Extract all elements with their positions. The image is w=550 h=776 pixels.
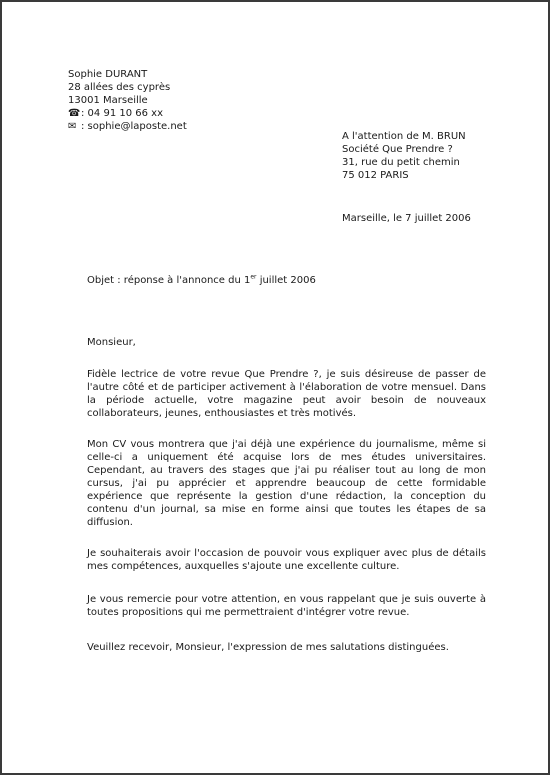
paragraph-skills: Je souhaiterais avoir l'occasion de pouvoir vous expliquer avec plus de détails mes compétences, auxquelles s'ajoute une excellente culture. bbox=[87, 548, 486, 572]
sender-phone: : 04 91 10 66 xx bbox=[81, 108, 163, 119]
sender-name: Sophie DURANT bbox=[68, 69, 148, 80]
recipient-city: 75 012 PARIS bbox=[342, 170, 409, 181]
paragraph-closing: Veuillez recevoir, Monsieur, l'expression de mes salutations distinguées. bbox=[87, 642, 449, 653]
sender-street: 28 allées des cyprès bbox=[68, 82, 171, 93]
subject-superscript: er bbox=[250, 273, 257, 281]
letter-date: Marseille, le 7 juillet 2006 bbox=[342, 213, 471, 224]
greeting: Monsieur, bbox=[87, 337, 136, 348]
subject-prefix: Objet : réponse à l'annonce du 1 bbox=[87, 275, 251, 286]
recipient-block bbox=[342, 130, 466, 182]
sender-phone-line bbox=[68, 107, 187, 120]
sender-email: : sophie@laposte.net bbox=[81, 121, 187, 132]
email-icon: ✉ bbox=[68, 121, 77, 132]
recipient-street: 31, rue du petit chemin bbox=[342, 157, 460, 168]
recipient-company: Société Que Prendre ? bbox=[342, 144, 453, 155]
sender-email-line bbox=[68, 120, 187, 133]
sender-city: 13001 Marseille bbox=[68, 95, 148, 106]
paragraph-experience: Mon CV vous montrera que j'ai déjà une expérience du journalisme, même si celle-ci a uniquement été acquise lors de mes études universitaires. Cependant, au travers des stages que j'ai pu réaliser tout au long de mon cursus, j'ai pu apprécier et apprendre beaucoup de cette formidable expérience que représente la gestion d'une rédaction, la conception du contenu d'un journal, sa mise en forme ainsi que toutes les étapes de sa diffusion. bbox=[87, 439, 486, 528]
subject-line bbox=[87, 275, 316, 286]
subject-suffix: juillet 2006 bbox=[256, 275, 316, 286]
sender-block bbox=[68, 68, 187, 133]
telephone-icon: ☎ bbox=[68, 108, 81, 119]
recipient-attention: A l'attention de M. BRUN bbox=[342, 131, 466, 142]
paragraph-intro: Fidèle lectrice de votre revue Que Prendre ?, je suis désireuse de passer de l'autre côté et de participer activement à l'élaboration de votre mensuel. Dans la période actuelle, votre magazine peut avoir besoin de nouveaux collaborateurs, jeunes, enthousiastes et très motivés. bbox=[87, 369, 486, 419]
paragraph-thanks: Je vous remercie pour votre attention, en vous rappelant que je suis ouverte à toutes propositions qui me permettraient d'intégrer votre revue. bbox=[87, 594, 486, 618]
